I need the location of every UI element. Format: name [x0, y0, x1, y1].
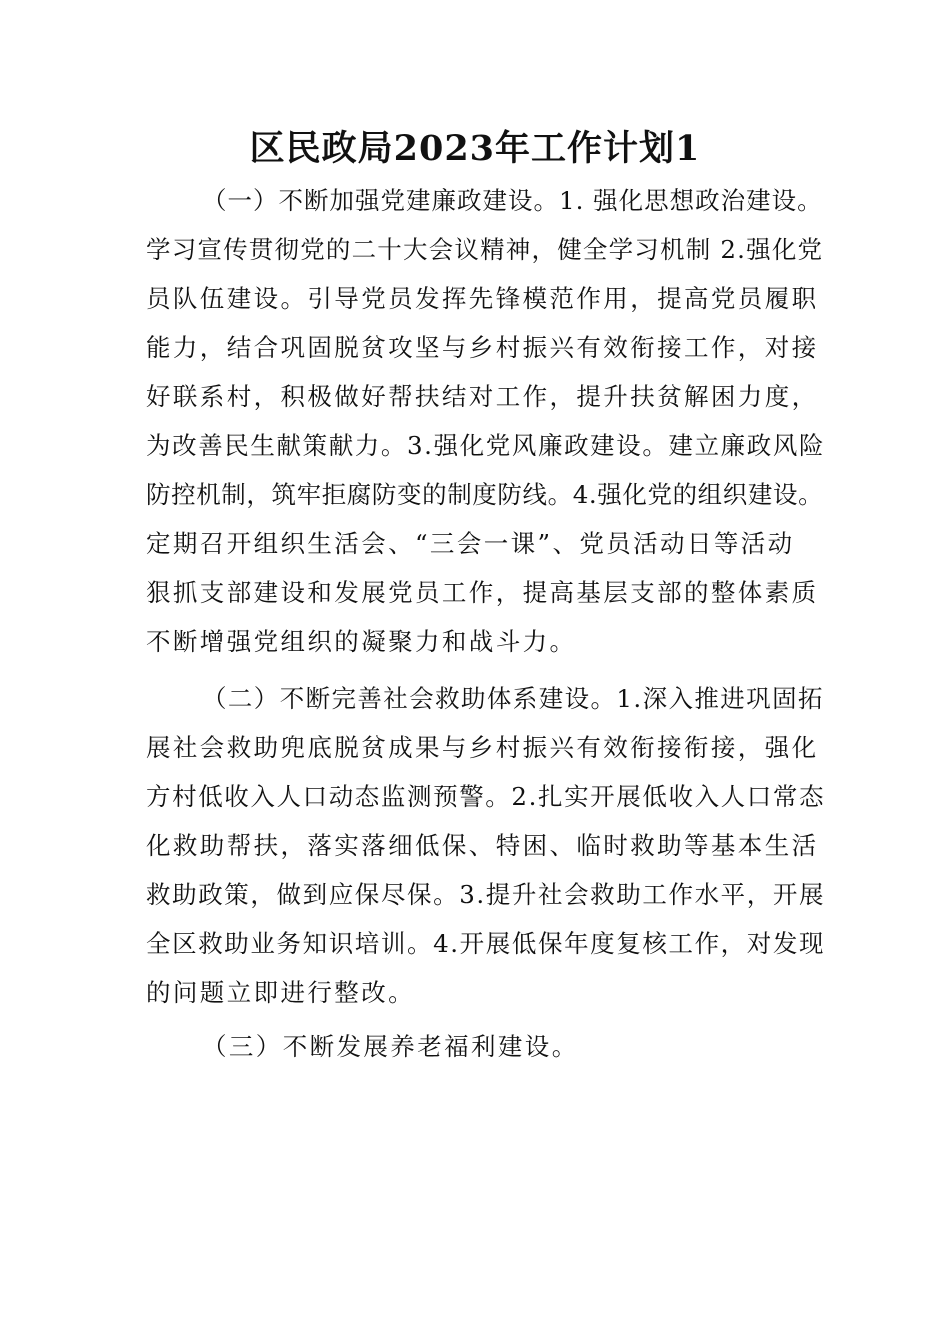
- paragraph-line: 狠抓支部建设和发展党员工作，提高基层支部的整体素质: [146, 578, 819, 607]
- paragraph-line: 不断增强党组织的凝聚力和战斗力。: [146, 627, 577, 656]
- paragraph-line: 学习宣传贯彻党的二十大会议精神，健全学习机制 2.强化党: [146, 235, 824, 264]
- paragraph-line: （三）不断发展养老福利建设。: [202, 1032, 579, 1061]
- paragraph-line: 为改善民生献策献力。3.强化党风廉政建设。建立廉政风险: [146, 431, 826, 460]
- paragraph-line: 员队伍建设。引导党员发挥先锋模范作用，提高党员履职: [146, 284, 819, 313]
- paragraph-line: （一）不断加强党建廉政建设。1. 强化思想政治建设。: [202, 186, 823, 215]
- paragraph-line: 展社会救助兜底脱贫成果与乡村振兴有效衔接衔接，强化: [146, 733, 819, 762]
- paragraph-line: （二）不断完善社会救助体系建设。1.深入推进巩固拓: [202, 684, 824, 713]
- document-title: 区民政局2023年工作计划1: [249, 128, 701, 169]
- paragraph-line: 的问题立即进行整改。: [146, 978, 415, 1007]
- paragraph-line: 救助政策，做到应保尽保。3.提升社会救助工作水平，开展: [146, 880, 826, 909]
- paragraph-elderly-welfare: [146, 1022, 826, 1071]
- paragraph-line: 能力，结合巩固脱贫攻坚与乡村振兴有效衔接工作，对接: [146, 333, 819, 362]
- paragraph-line: 防控机制，筑牢拒腐防变的制度防线。4.强化党的组织建设。: [146, 480, 824, 509]
- paragraph-line: 好联系村，积极做好帮扶结对工作，提升扶贫解困力度，: [146, 382, 819, 411]
- paragraph-social-assistance: [146, 674, 826, 1017]
- paragraph-line: 方村低收入人口动态监测预警。2.扎实开展低收入人口常态: [146, 782, 826, 811]
- paragraph-line: 定期召开组织生活会、“三会一课”、党员活动日等活动: [146, 529, 795, 558]
- paragraph-party-building: [146, 176, 826, 666]
- paragraph-line: 化救助帮扶，落实落细低保、特困、临时救助等基本生活: [146, 831, 819, 860]
- paragraph-line: 全区救助业务知识培训。4.开展低保年度复核工作，对发现: [146, 929, 826, 958]
